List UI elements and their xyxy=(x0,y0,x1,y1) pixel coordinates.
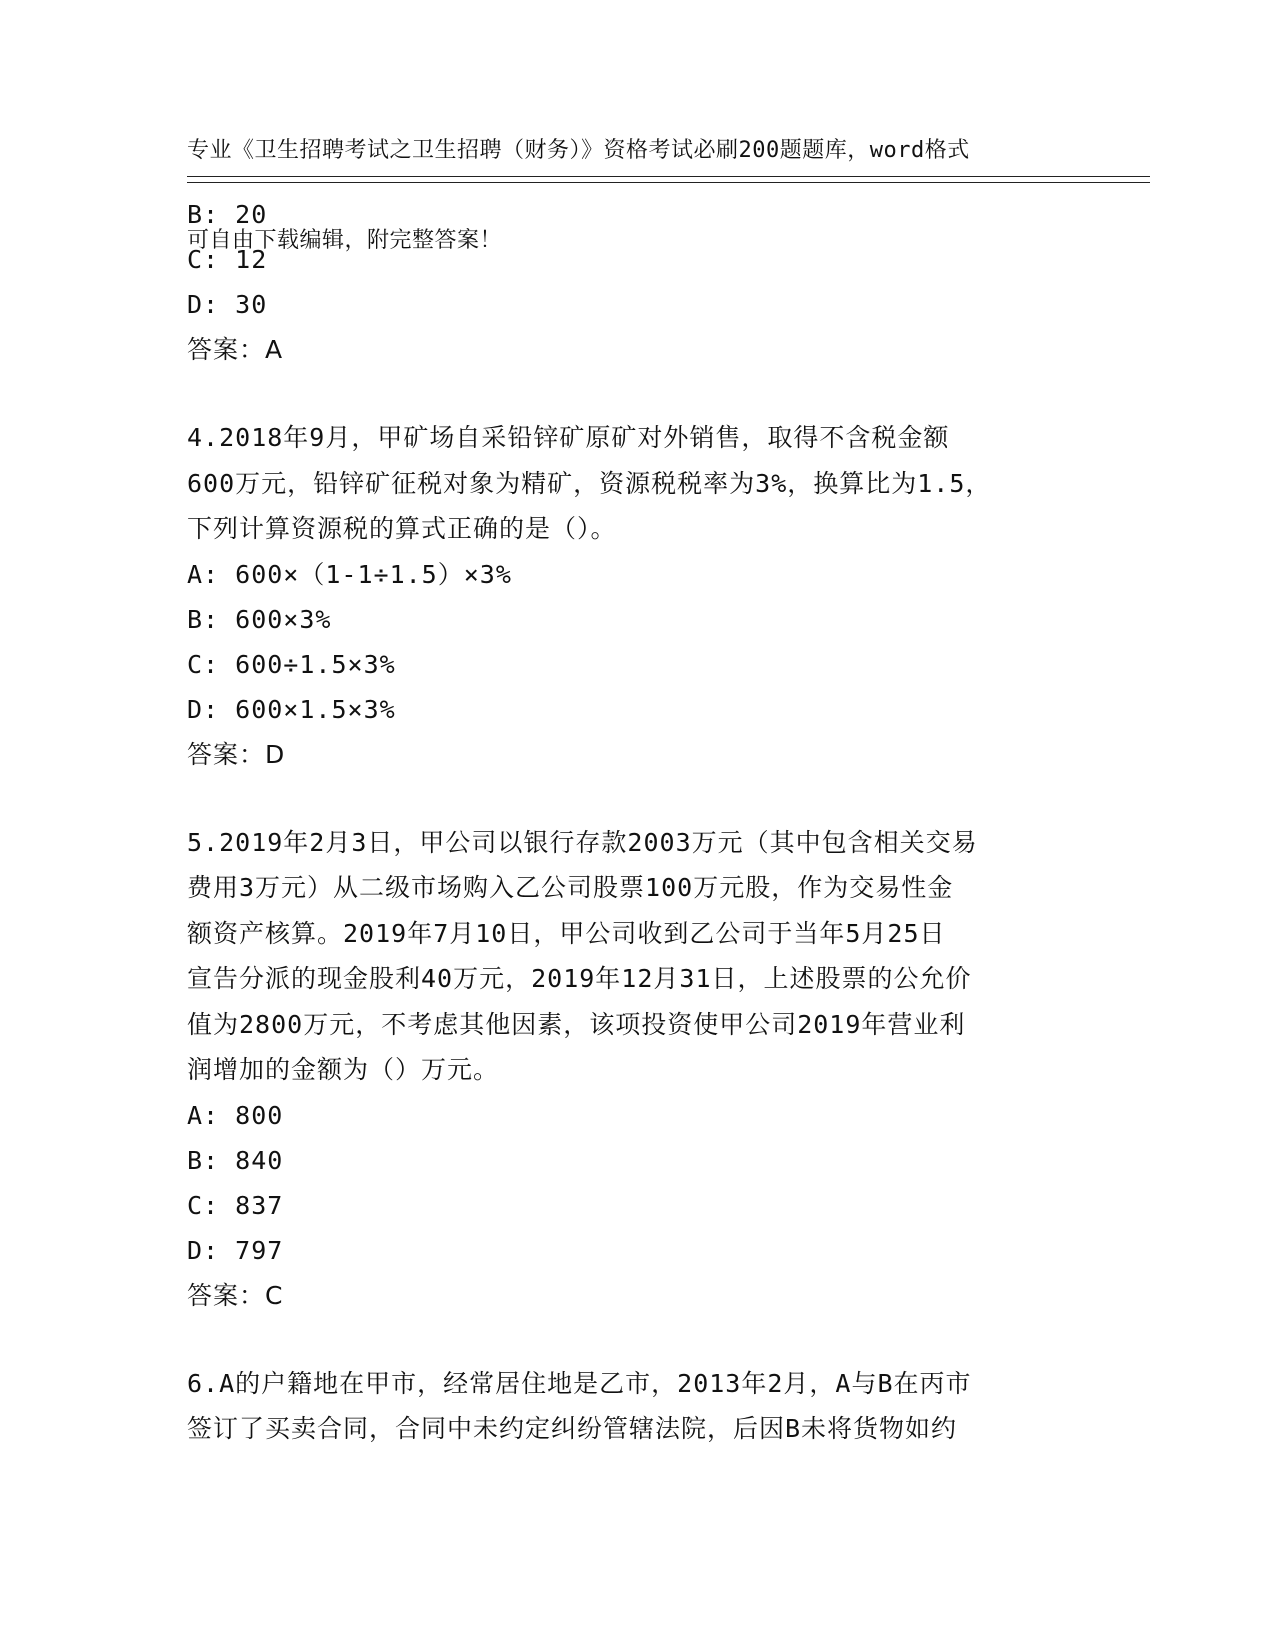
header-title-line-1: 专业《卫生招聘考试之卫生招聘（财务）》资格考试必刷200题题库，word格式 xyxy=(187,138,970,163)
option-c: C: 12 xyxy=(187,245,268,274)
option-d: D: 30 xyxy=(187,290,268,319)
question-6 xyxy=(187,1361,1087,1452)
answer-line: 答案：D xyxy=(187,739,286,769)
question-3-tail xyxy=(187,192,1087,372)
question-stem-line: 4.2018年9月，甲矿场自采铅锌矿原矿对外销售，取得不含税金额 xyxy=(187,423,950,452)
question-5 xyxy=(187,820,1087,1318)
question-stem-line: 签订了买卖合同，合同中未约定纠纷管辖法院，后因B未将货物如约 xyxy=(187,1414,958,1443)
question-stem-line: 6.A的户籍地在甲市，经常居住地是乙市，2013年2月，A与B在丙市 xyxy=(187,1368,972,1398)
question-stem-line: 额资产核算。2019年7月10日，甲公司收到乙公司于当年5月25日 xyxy=(187,918,946,948)
header-divider-bottom xyxy=(187,182,1150,183)
question-4 xyxy=(187,415,1087,777)
question-stem-line: 润增加的金额为（）万元。 xyxy=(187,1055,500,1084)
option-b: B: 840 xyxy=(187,1145,284,1175)
question-spacer xyxy=(187,372,1087,415)
question-spacer xyxy=(187,1318,1087,1361)
document-body xyxy=(187,192,1087,1452)
question-spacer xyxy=(187,777,1087,820)
option-c: C: 837 xyxy=(187,1190,284,1220)
option-d: D: 797 xyxy=(187,1235,284,1265)
answer-line: 答案：C xyxy=(187,1280,284,1310)
question-stem-line: 宣告分派的现金股利40万元，2019年12月31日，上述股票的公允价 xyxy=(187,964,972,993)
option-c: C: 600÷1.5×3% xyxy=(187,649,396,679)
option-b: B: 20 xyxy=(187,200,268,229)
header-title-line-2: 可自由下载编辑，附完整答案！ xyxy=(187,228,503,253)
question-stem-line: 值为2800万元，不考虑其他因素，该项投资使甲公司2019年营业利 xyxy=(187,1009,966,1039)
answer-line: 答案：A xyxy=(187,335,284,364)
option-a: A: 600×（1-1÷1.5）×3% xyxy=(187,559,512,589)
question-stem-line: 费用3万元）从二级市场购入乙公司股票100万元股，作为交易性金 xyxy=(187,873,954,902)
question-stem-line: 5.2019年2月3日，甲公司以银行存款2003万元（其中包含相关交易 xyxy=(187,827,978,857)
question-stem-line: 600万元，铅锌矿征税对象为精矿，资源税税率为3%，换算比为1.5， xyxy=(187,468,992,498)
option-b: B: 600×3% xyxy=(187,604,332,634)
header-divider-top xyxy=(187,176,1150,177)
question-stem-line: 下列计算资源税的算式正确的是（）。 xyxy=(187,514,617,543)
option-a: A: 800 xyxy=(187,1100,284,1130)
option-d: D: 600×1.5×3% xyxy=(187,694,396,724)
